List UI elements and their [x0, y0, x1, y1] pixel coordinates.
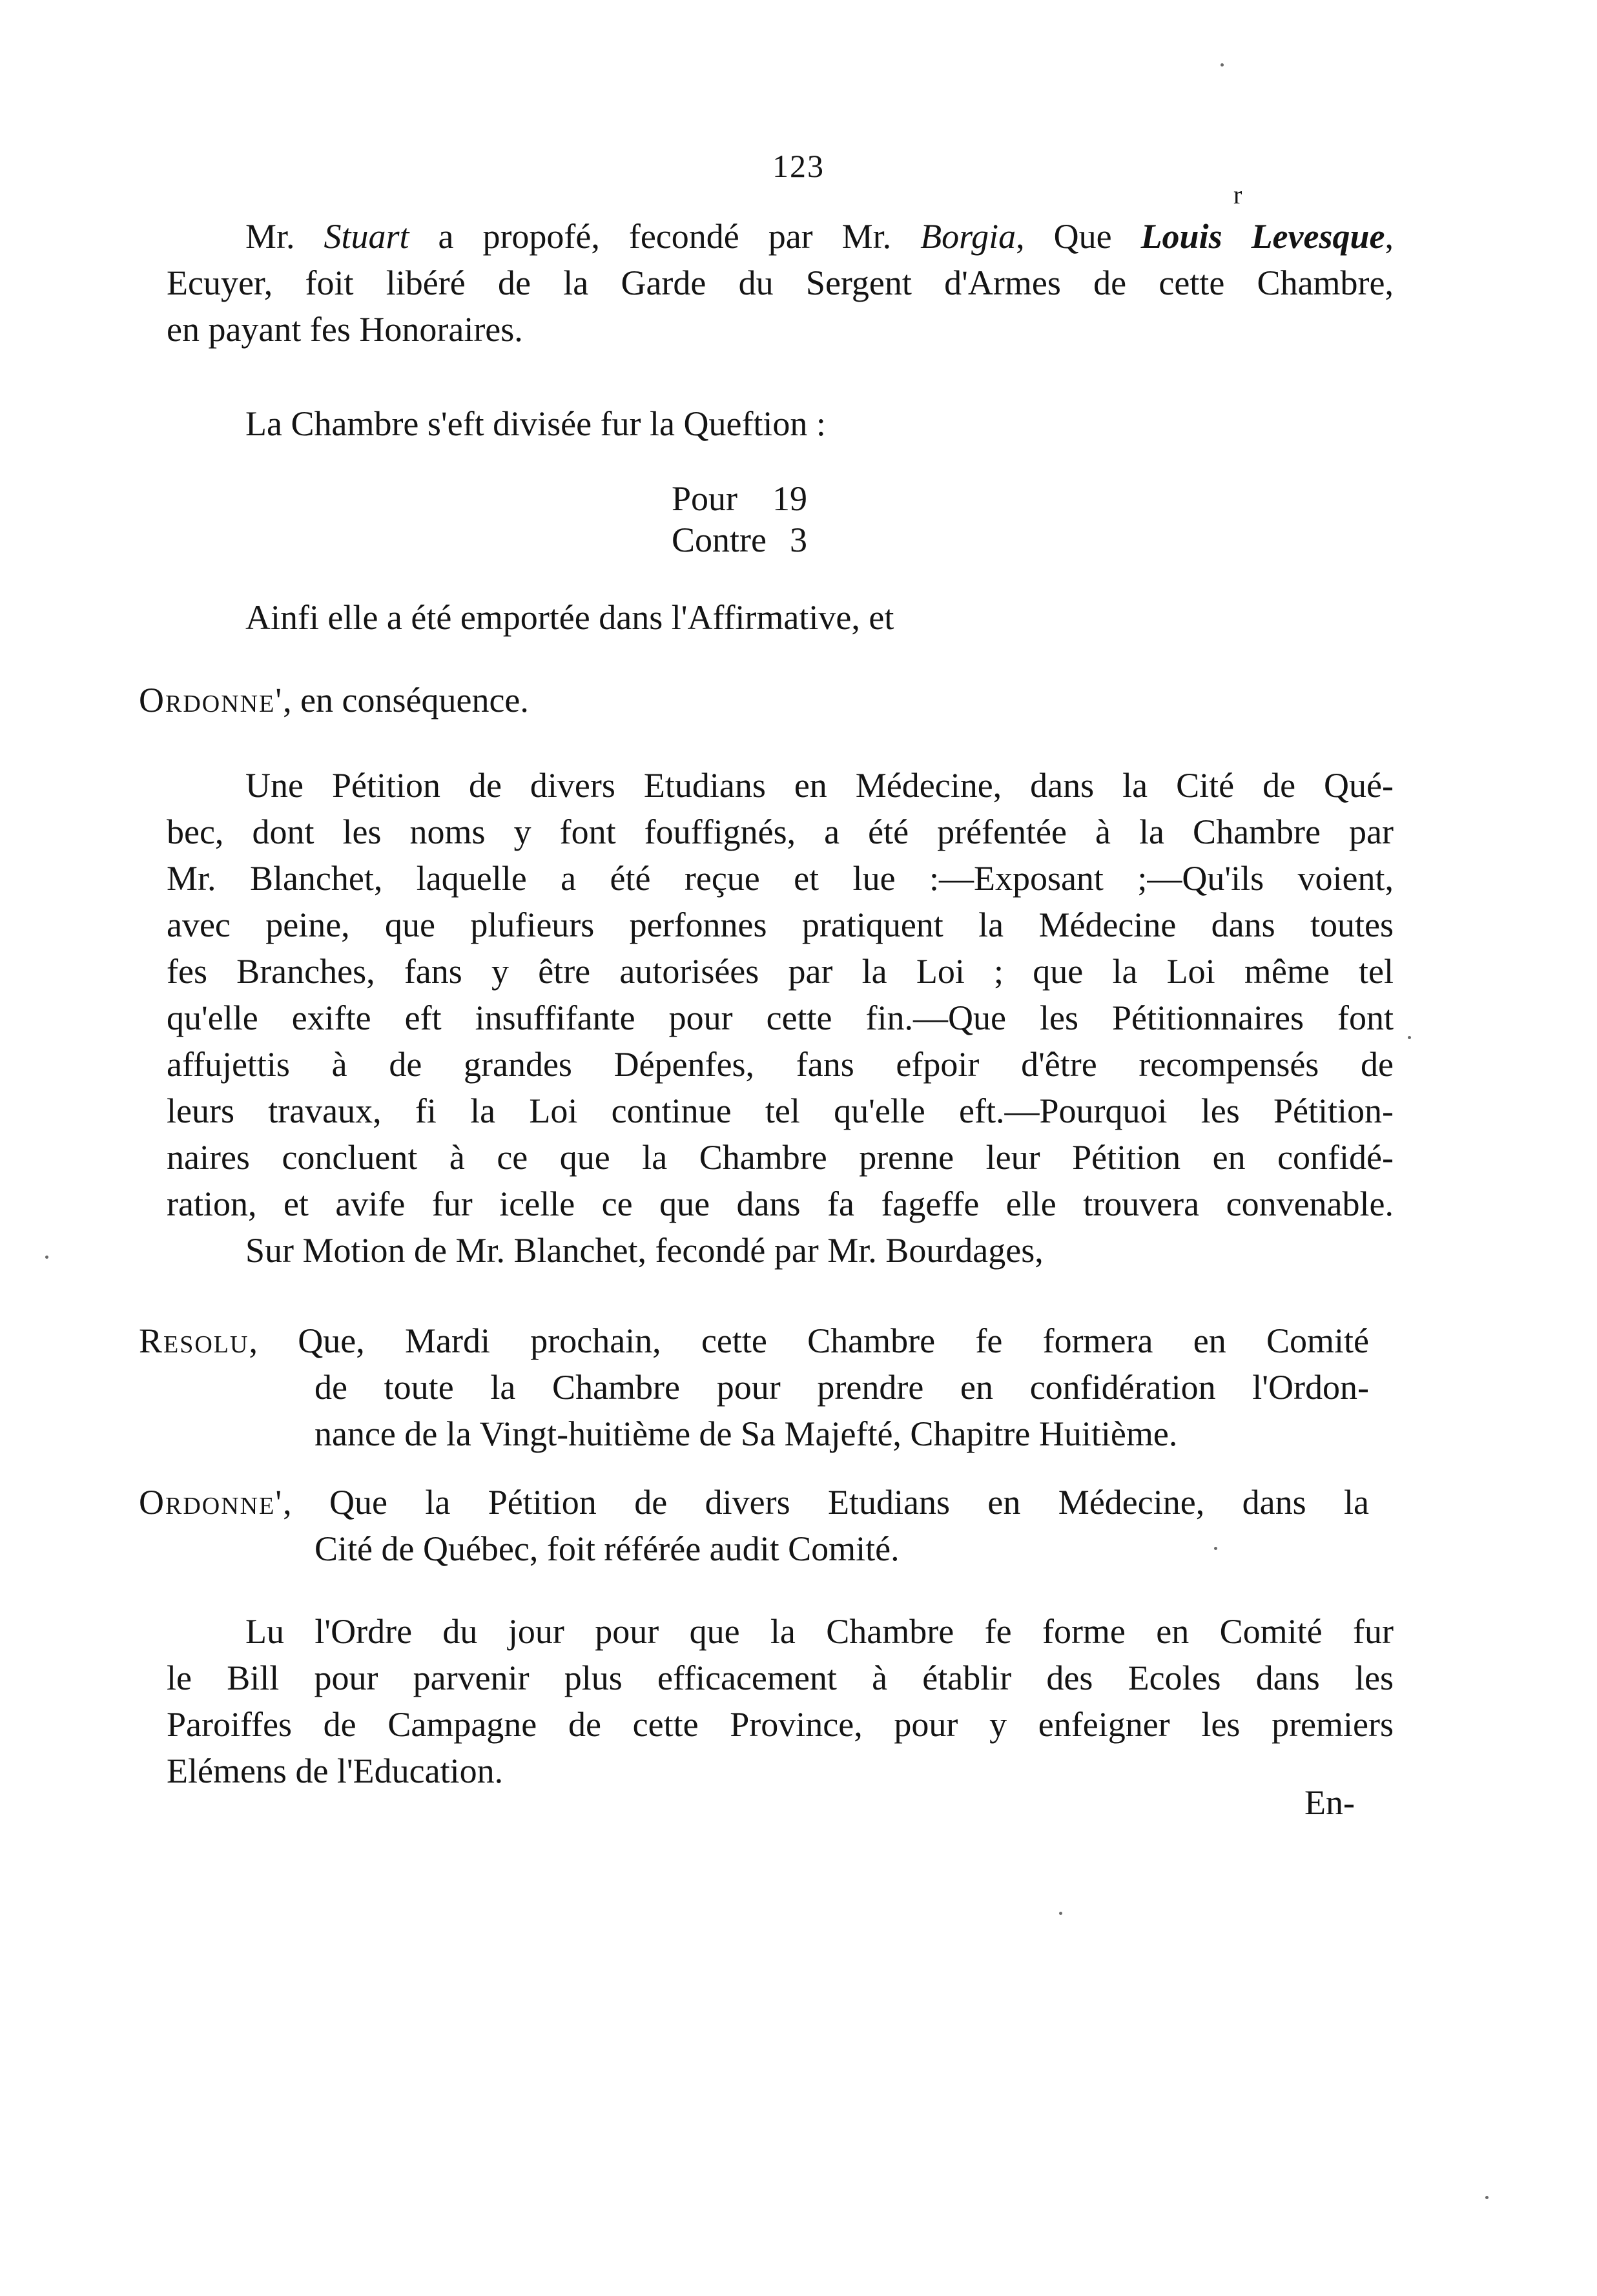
division-text: La Chambre s'eft divisée fur la Queftion : [245, 404, 826, 443]
ordonne-line [139, 677, 1369, 723]
vote-contre-value: 3 [789, 521, 807, 559]
order-of-day-line: Elémens de l'Education. [167, 1752, 504, 1790]
motion-blanchet-paragraph [167, 1227, 1394, 1274]
petition-line: qu'elle exifte eft insuffifante pour cette fin.—Que les Pétitionnaires font [167, 998, 1394, 1037]
resolu-label: Resolu [139, 1321, 249, 1360]
text-run: , Que, Mardi prochain, cette Chambre fe formera en Comité [249, 1321, 1369, 1360]
vote-pour-row [672, 478, 807, 519]
ordonne-label: Ordonne' [139, 681, 283, 719]
vote-contre-row [672, 519, 807, 561]
petition-paragraph [167, 762, 1394, 1227]
catchword: En- [1304, 1783, 1355, 1822]
division-paragraph [167, 400, 1394, 447]
petition-line: Mr. Blanchet, laquelle a été reçue et lue :—Exposant ;—Qu'ils voient, [167, 859, 1394, 898]
text-run: a propofé, fecondé par Mr. [409, 217, 921, 256]
affirmative-text: Ainfi elle a été emportée dans l'Affirmative, et [245, 598, 894, 637]
petition-line: ration, et avife fur icelle ce que dans fa fageffe elle trouvera convenable. [167, 1184, 1394, 1223]
resolu-line: de toute la Chambre pour prendre en confidération l'Ordon- [314, 1368, 1369, 1407]
text-run: , en conséquence. [283, 681, 529, 719]
vote-pour-value: 19 [772, 479, 808, 518]
text-run: , Que la Pétition de divers Etudians en Médecine, dans la [283, 1483, 1369, 1522]
print-speck [1214, 1547, 1217, 1550]
vote-contre-label: Contre [672, 521, 767, 559]
affirmative-paragraph [167, 594, 1394, 641]
ordonne-referral-paragraph [139, 1479, 1369, 1572]
order-of-day-line: Lu l'Ordre du jour pour que la Chambre fe forme en Comité fur [245, 1612, 1394, 1651]
print-speck [45, 1256, 48, 1259]
text-run: , [1385, 217, 1394, 256]
motion-line-1 [167, 213, 1394, 260]
print-speck [1059, 1912, 1062, 1915]
petition-line: fes Branches, fans y être autorisées par la Loi ; que la Loi même tel [167, 952, 1394, 991]
text-run: , Que [1016, 217, 1141, 256]
resolu-paragraph [139, 1318, 1369, 1457]
page-number: 123 [772, 148, 825, 184]
order-of-day-paragraph [167, 1608, 1394, 1794]
person-name: Borgia [920, 217, 1016, 256]
order-of-day-line: le Bill pour parvenir plus efficacement à établir des Ecoles dans les [167, 1659, 1394, 1697]
person-name: Stuart [324, 217, 409, 256]
motion-line-2: Ecuyer, foit libéré de la Garde du Sergent d'Armes de cette Chambre, [167, 264, 1394, 302]
petition-line: affujettis à de grandes Dépenfes, fans efpoir d'être recompensés de [167, 1045, 1394, 1084]
motion-paragraph [167, 213, 1394, 353]
vote-pour-label: Pour [672, 479, 738, 518]
petition-line: naires concluent à ce que la Chambre prenne leur Pétition en confidé- [167, 1138, 1394, 1177]
resolu-line: nance de la Vingt-huitième de Sa Majefté, Chapitre Huitième. [314, 1414, 1178, 1453]
ordonne-label: Ordonne' [139, 1483, 283, 1522]
resolu-line [139, 1318, 1369, 1364]
petition-line: bec, dont les noms y font fouffignés, a été préfentée à la Chambre par [167, 812, 1394, 851]
ordonne-referral-line: Cité de Québec, foit référée audit Comité. [314, 1529, 900, 1568]
ordonne-referral-line [139, 1479, 1369, 1525]
print-speck [1485, 2196, 1489, 2199]
vote-tally [672, 478, 807, 561]
order-of-day-line: Paroiffes de Campagne de cette Province, pour y enfeigner les premiers [167, 1705, 1394, 1744]
ordonne-paragraph [139, 677, 1369, 723]
person-name: Louis Levesque [1140, 217, 1385, 256]
signature-mark: r [1233, 180, 1242, 209]
text-run: Mr. [245, 217, 324, 256]
petition-line: leurs travaux, fi la Loi continue tel qu'elle eft.—Pourquoi les Pétition- [167, 1091, 1394, 1130]
print-speck [1221, 63, 1224, 67]
motion-line-3: en payant fes Honoraires. [167, 310, 523, 349]
motion-blanchet-text: Sur Motion de Mr. Blanchet, fecondé par Mr. Bourdages, [245, 1231, 1044, 1270]
print-speck [1408, 1036, 1411, 1039]
petition-line: Une Pétition de divers Etudians en Médecine, dans la Cité de Qué- [245, 766, 1394, 805]
petition-line: avec peine, que plufieurs perfonnes pratiquent la Médecine dans toutes [167, 905, 1394, 944]
